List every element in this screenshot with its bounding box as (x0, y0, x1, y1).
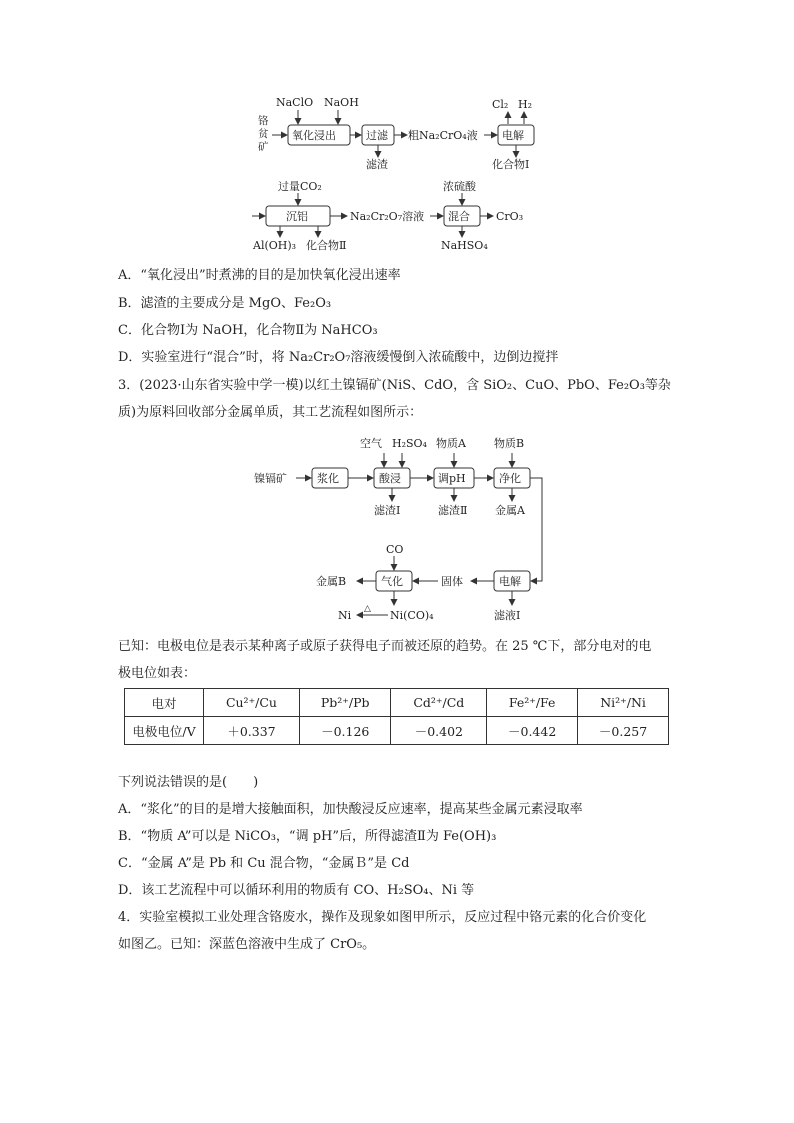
table-header-row (125, 689, 669, 717)
q3-option-d: D．该工艺流程中可以循环利用的物质有 CO、H₂SO₄、Ni 等 (118, 883, 475, 898)
reagent-naclo: NaClO (276, 96, 314, 109)
co: CO (386, 543, 404, 556)
q2-option-c: C．化合物Ⅰ为 NaOH，化合物Ⅱ为 NaHCO₃ (118, 323, 378, 338)
residue1: 滤渣Ⅰ (374, 504, 401, 517)
filtrate1: 滤液Ⅰ (494, 609, 521, 622)
ore: 镍镉矿 (254, 472, 287, 485)
table-cell: Pb²⁺/Pb (299, 689, 391, 717)
known-line2: 极电位如表： (118, 666, 197, 681)
box-mix-label: 混合 (448, 210, 470, 223)
box-gasify-label: 气化 (381, 575, 403, 588)
gas-cl2: Cl₂ (492, 98, 509, 111)
table-cell: ＋0.337 (204, 717, 300, 745)
q3-option-a: A．“浆化”的目的是增大接触面积，加快酸浸反应速率，提高某些金属元素浸取率 (118, 802, 583, 817)
box-filter-label: 过滤 (366, 129, 388, 142)
table-row (125, 717, 669, 745)
substance-a: 物质A (436, 437, 466, 450)
q3-option-b: B．“物质 A”可以是 NiCO₃，“调 pH”后，所得滤渣Ⅱ为 Fe(OH)₃ (118, 829, 497, 844)
residue: 滤渣 (366, 158, 388, 171)
reagent-naoh: NaOH (324, 96, 359, 109)
table-cell: －0.257 (578, 717, 669, 745)
table-cell: Cu²⁺/Cu (204, 689, 300, 717)
table-cell: －0.402 (391, 717, 487, 745)
q3-stem-line2: 质)为原料回收部分金属单质，其工艺流程如图所示： (118, 405, 423, 420)
q2-option-b: B．滤渣的主要成分是 MgO、Fe₂O₃ (118, 296, 332, 311)
box-precipitate-label: 沉铝 (286, 210, 308, 223)
ore-label: 铬贫矿 (258, 115, 269, 153)
compound1: 化合物Ⅰ (492, 158, 530, 171)
q3-option-c: C．“金属 A”是 Pb 和 Cu 混合物，“金属Ｂ”是 Cd (118, 856, 410, 871)
table-cell: 电对 (125, 689, 204, 717)
nahso4: NaHSO₄ (441, 239, 488, 252)
table-cell: Ni²⁺/Ni (578, 689, 669, 717)
table-cell: 电极电位/V (125, 717, 204, 745)
q2-option-a: A．“氧化浸出”时煮沸的目的是加快氧化浸出速率 (118, 268, 401, 283)
compound2: 化合物Ⅱ (306, 239, 347, 252)
metal-b: 金属B (316, 575, 347, 588)
gas-h2: H₂ (518, 98, 533, 111)
table-cell: Fe²⁺/Fe (487, 689, 578, 717)
flowchart-nickel-cadmium (0, 425, 794, 635)
box-purify-label: 净化 (499, 472, 521, 485)
table-cell: Cd²⁺/Cd (391, 689, 487, 717)
solid: 固体 (441, 575, 463, 588)
q3-stem-line1: 3．(2023·山东省实验中学一模)以红土镍镉矿(NiS、CdO，含 SiO₂、CuO、PbO、Fe₂O₃等杂 (118, 378, 671, 393)
q2-option-d: D．实验室进行“混合”时，将 Na₂Cr₂O₇溶液缓慢倒入浓硫酸中，边倒边搅拌 (118, 350, 559, 365)
air: 空气 (360, 437, 382, 450)
h2so4: H₂SO₄ (392, 437, 427, 450)
cro3: CrO₃ (496, 210, 524, 223)
box-electrolysis-2-label: 电解 (499, 575, 521, 588)
box-acid-label: 酸浸 (379, 472, 401, 485)
excess-co2: 过量CO₂ (278, 180, 322, 193)
conc-acid: 浓硫酸 (443, 180, 476, 193)
crude-product: 粗Na₂CrO₄液 (408, 129, 478, 142)
table-cell: －0.126 (299, 717, 391, 745)
box-ph-label: 调pH (438, 472, 466, 485)
q4-stem-line2: 如图乙。已知：深蓝色溶液中生成了 CrO₅。 (118, 937, 376, 952)
metal-a: 金属A (495, 504, 525, 517)
box-oxidize-label: 氧化浸出 (292, 129, 336, 142)
box-electrolysis-label: 电解 (502, 129, 524, 142)
known-line1: 已知：电极电位是表示某种离子或原子获得电子而被还原的趋势。在 25 ℃下，部分电对的电 (118, 639, 652, 654)
dichromate: Na₂Cr₂O₇溶液 (350, 210, 425, 223)
q4-stem-line1: 4．实验室模拟工业处理含铬废水，操作及现象如图甲所示，反应过程中铬元素的化合价变化 (118, 910, 647, 925)
electrode-potential-table (124, 688, 669, 745)
residue2: 滤渣Ⅱ (438, 504, 468, 517)
box-slurry-label: 浆化 (317, 472, 339, 485)
nico4: Ni(CO)₄ (390, 609, 434, 622)
flowchart-chromium (0, 0, 794, 260)
q3-question: 下列说法错误的是( ) (118, 775, 259, 790)
substance-b: 物质B (494, 437, 525, 450)
table-cell: －0.442 (487, 717, 578, 745)
delta: △ (364, 604, 371, 614)
aloh3: Al(OH)₃ (253, 239, 297, 252)
ni: Ni (338, 609, 352, 622)
